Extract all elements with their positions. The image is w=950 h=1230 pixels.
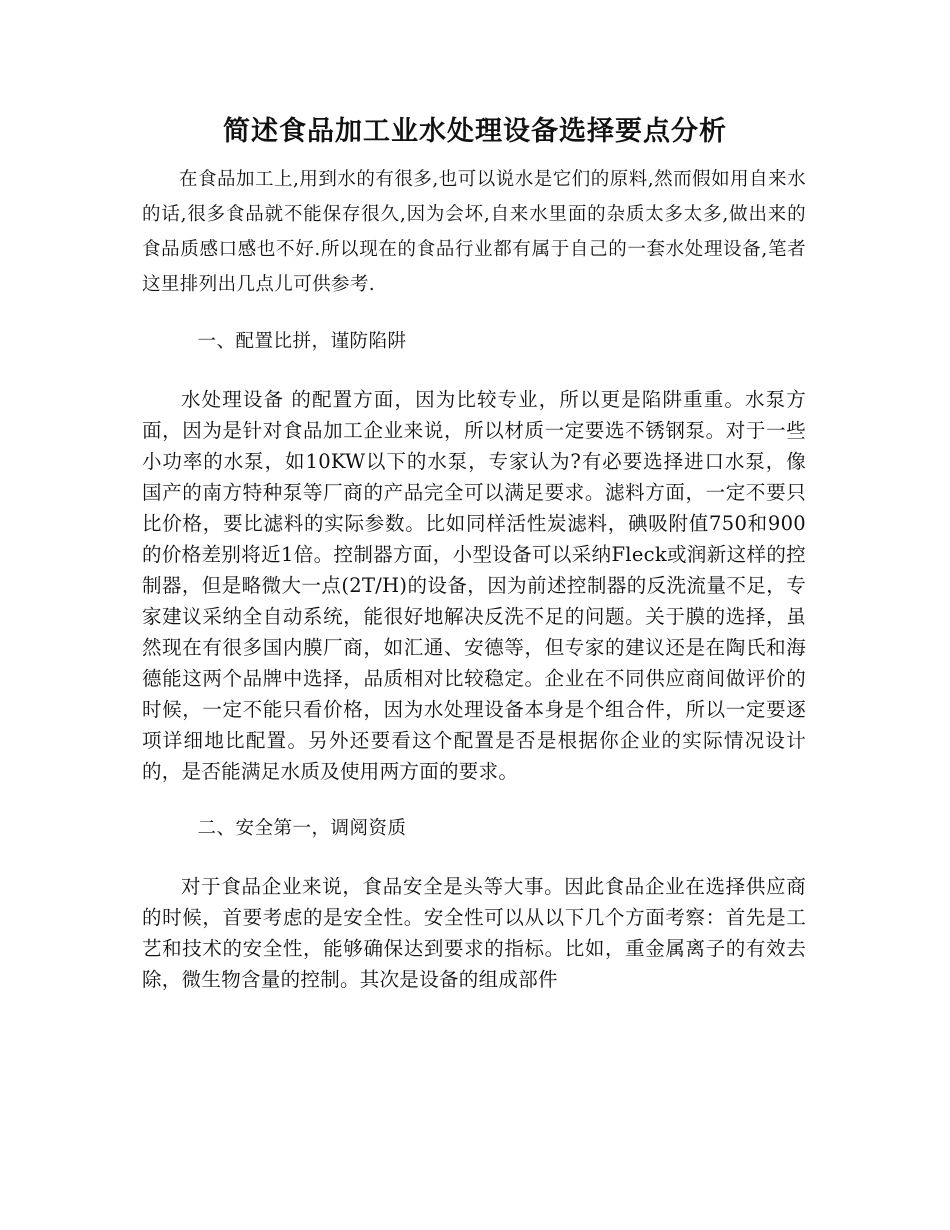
section-paragraph-configuration: 水处理设备 的配置方面，因为比较专业，所以更是陷阱重重。水泵方面，因为是针对食品加工企业来说，所以材质一定要选不锈钢泵。对于一些小功率的水泵，如10KW以下的水泵，专家认为?有必要选择进口水泵，像国产的南方特种泵等厂商的产品完全可以满足要求。滤料方面，一定不要只比价格，要比滤料的实际参数。比如同样活性炭滤料，碘吸附值750和900的价格差别将近1倍。控制器方面，小型设备可以采纳Fleck或润新这样的控制器，但是略微大一点(2T/H)的设备，因为前述控制器的反洗流量不足，专家建议采纳全自动系统，能很好地解决反洗不足的问题。关于膜的选择，虽然现在有很多国内膜厂商，如汇通、安德等，但专家的建议还是在陶氏和海德能这两个品牌中选择，品质相对比较稳定。企业在不同供应商间做评价的时候，一定不能只看价格，因为水处理设备本身是个组合件，所以一定要逐项详细地比配置。另外还要看这个配置是否是根据你企业的实际情况设计的，是否能满足水质及使用两方面的要求。 [142, 388, 806, 783]
paragraph-spacer [142, 357, 806, 384]
paragraph-spacer [142, 302, 806, 327]
document-body [142, 162, 806, 995]
section-paragraph-safety: 对于食品企业来说，食品安全是头等大事。因此食品企业在选择供应商的时候，首要考虑的是安全性。安全性可以从以下几个方面考察：首先是工艺和技术的安全性，能够确保达到要求的指标。比如，重金属离子的有效去除，微生物含量的控制。其次是设备的组成部件 [142, 875, 806, 991]
section-heading-safety: 二、安全第一，调阅资质 [197, 818, 407, 839]
paragraph-spacer [142, 787, 806, 814]
document-title: 简述食品加工业水处理设备选择要点分析 [223, 116, 727, 147]
paragraph-spacer [142, 844, 806, 871]
section-heading-configuration: 一、配置比拼，谨防陷阱 [197, 331, 407, 352]
intro-paragraph: 在食品加工上,用到水的有很多,也可以说水是它们的原料,然而假如用自来水的话,很多食品就不能保存很久,因为会坏,自来水里面的杂质太多太多,做出来的食品质感口感也不好.所以现在的食品行业都有属于自己的一套水处理设备,笔者这里排列出几点儿可供参考. [142, 169, 806, 295]
